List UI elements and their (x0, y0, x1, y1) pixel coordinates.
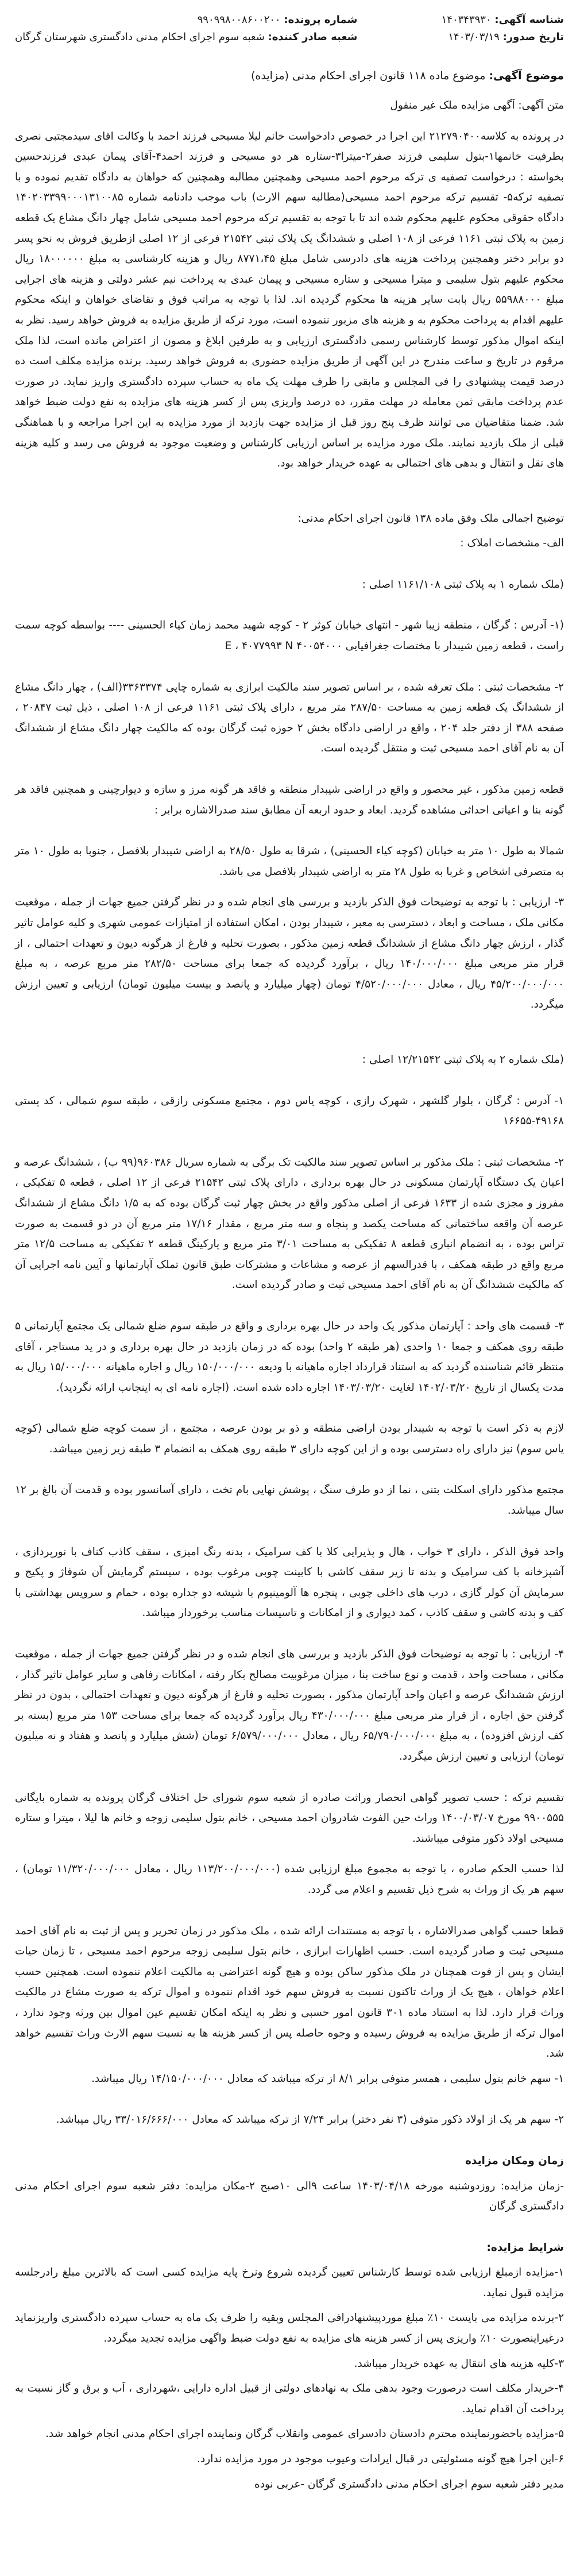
case-no-label: شماره پرونده: (284, 14, 358, 26)
total-valuation: لذا حسب الحکم صادره ، با توجه به مجموع مبلغ ارزیابی شده (۱۱۳/۲۰۰/۰۰۰/۰۰۰ ریال ، معادل ۱۱/۳۲۰/۰۰۰/۰۰۰ تومان) ، سهم هر یک از وراث به شرح ذیل تقسیم و اعلام می گردد. (15, 1863, 564, 1896)
auction-term-2: ۲-برنده مزایده می بایست ۱۰٪ مبلغ موردپیشنهادرافی المجلس وبقیه را ظرف یک ماه به حساب سپرده دادگستری واریزنماید درغیراینصورت ۱۰٪ واریزی پس از کسر هزینه های مزایده به نفع دولت ضبط واگهی مزایده تجدید میگردد. (15, 2312, 564, 2345)
heirs-explanation: قطعا حسب گواهی صدرالاشاره ، با توجه به مستندات ارائه شده ، ملک مذکور در زمان تحریر و پس از ثبت به نام آقای احمد مسیحی ثبت و صادر گردیده است. حسب اظهارات ابرازی ، خانم بتول سلیمی زوجه مرحوم احمد مسیحی ، تا زمان حیات ایشان و پس از فوت همچنان در ملک مذکور ساکن بوده و هیچ گونه اعتراضی به مالکیت اعلام ننموده است. همچنین حسب اعلام خواهان ، هیچ یک از وراث تاکنون نسبت به فروش سهم خود اقدام ننموده و اموال ترکه به صورت مشاع در مالکیت وراث قرار دارد. لذا به استناد ماده ۳۰۱ قانون امور حسبی و نظر به اینکه امکان تقسیم عین اموال بین ورثه وجود ندارد ، اموال ترکه از طریق مزایده به فروش رسیده و وجوه حاصله پس از کسر هزینه ها به نسبت سهم الارث وراث تقسیم خواهد شد. (15, 1925, 564, 2060)
issuer-line (15, 29, 357, 46)
notice-body (15, 95, 564, 2494)
auction-term-5: ۵-مزایده باحضورنماینده محترم دادستان دادسرای عمومی وانقلاب گرگان ونماینده اجرای احکام مدنی انجام خواهد شد. (45, 2428, 564, 2440)
auction-terms-heading: شرایط مزایده: (486, 2241, 564, 2254)
ad-id-value: ۱۴۰۳۴۳۹۳۰ (441, 14, 492, 26)
property2-access-note: لازم به ذکر است با توجه به شیبدار بودن اراضی منطقه و ذو بر بودن عرصه ، مجتمع ، از سمت کوچه ضلع شمالی (کوچه یاس سوم) نیز دارای راه دسترسی بوده و از این کوچه دارای ۳ طبقه روی همکف به انضمام ۳ طبقه زیر زمین میباشد. (15, 1422, 564, 1455)
notice-title: متن آگهی: آگهی مزایده ملک غیر منقول (390, 99, 564, 111)
header-right-column (15, 11, 357, 46)
pub-date-label: تاریخ صدور: (502, 31, 564, 43)
property1-heading: (ملک شماره ۱ به پلاک ثبتی ۱۱۶۱/۱۰۸ اصلی : (362, 578, 564, 591)
property1-registration: ۲- مشخصات ثبتی : ملک تعرفه شده ، بر اساس تصویر سند مالکیت ابرازی به شماره چاپی ۳۳۶۳۳۷۴(الف) ، چهار دانگ مشاع از ششدانگ یک قطعه زمین به مساحت ۲۸۷/۵۰ متر مربع ، دارای پلاک ثبتی ۱۱۶۱ فرعی از ۱۰۸ اصلی ، ذیل ثبت ۲۰۸۴۷ ، صفحه ۳۸۸ از دفتر جلد ۲۰۴ ، واقع در اراضی دادگاه بخش ۲ حوزه ثبت گرگان بوده که مالکیت چهار دانگ مشاع از ششدانگ آن به نام آقای احمد مسیحی ثبت و منتقل گردیده است. (15, 681, 564, 755)
auction-time-place: -زمان مزایده: روزدوشنبه مورخه ۱۴۰۳/۰۴/۱۸ ساعت ۹الی ۱۰صبح ۲-مکان مزایده: دفتر شعبه سوم اجرای احکام مدنی دادگستری گرگان (15, 2180, 564, 2213)
property2-valuation: ۴- ارزیابی : با توجه به توضیحات فوق الذکر بازدید و بررسی های انجام شده و در نظر گرفتن جمیع جهات از جمله ، موقعیت مکانی ، مساحت واحد ، قدمت و نوع ساخت بنا ، میزان مرغوبیت مصالح بکار رفته ، امکانات رفاهی و سایر عوامل تاثیر گذار ، ارزش ششدانگ عرصه و اعیان واحد آپارتمان مذکور ، بصورت تحلیه و فارغ از هرگونه دیون و تعهدات احتمالی ، بدون در نظر گرفتن حق اجاره ، از قرار متر مربعی مبلغ ۴۳۰/۰۰۰/۰۰۰ ریال برآورد گردیده که جمعا برای مساحت ۱۵۳ متر مربع (بسته بر کف ارزش افزوده) ، به مبلغ ۶۵/۷۹۰/۰۰۰/۰۰۰ ریال ، معادل ۶/۵۷۹/۰۰۰/۰۰۰ تومان (شش میلیارد و پانصد و هفتاد و نه میلیون تومان) ارزیابی و تعیین ارزش میگردد. (15, 1648, 564, 1763)
property2-address: ۱- آدرس : گرگان ، بلوار گلشهر ، شهرک رازی ، کوچه یاس دوم ، مجتمع مسکونی رازقی ، طبقه سوم شمالی ، کد پستی ۴۹۱۶۸-۱۶۶۵۵ (15, 1094, 564, 1128)
signature-line: مدیر دفتر شعبه سوم اجرای احکام مدنی دادگستری گرگان -عربی نوده (254, 2478, 564, 2490)
pub-date-line (442, 29, 564, 46)
subject-label: موضوع آگهی: (489, 70, 564, 82)
pub-date-value: ۱۴۰۳/۰۳/۱۹ (448, 31, 500, 43)
notice-subject (15, 67, 564, 85)
property2-heading: (ملک شماره ۲ به پلاک ثبتی ۱۲/۲۱۵۴۲ اصلی : (362, 1053, 564, 1066)
ad-id-label: شناسه آگهی: (494, 14, 564, 26)
auction-term-6: ۶-این اجرا هیچ گونه مسئولیتی در قبال ایرادات وعیوب موجود در مورد مزایده ندارد. (197, 2453, 564, 2466)
property1-address: (۱- آدرس : گرگان ، منطقه زیبا شهر - انتهای خیابان کوثر ۲ - کوچه شهید محمد زمان کیاء الحسینی ---- بواسطه کوچه سمت راست ، قطعه زمین شیبدار با مختصات جغرافیایی ۴۰۰۵۴۰۰۰ E ، ۴۰۷۷۹۹۳ N (15, 619, 564, 653)
property-description-heading: توضیح اجمالی ملک وفق ماده ۱۳۸ قانون اجرای احکام مدنی: (297, 512, 564, 525)
property2-unit-features: واحد فوق الذکر ، دارای ۳ خواب ، هال و پذیرایی کلا با کف سرامیک ، بدنه رنگ امیزی ، سقف کاذب کناف با نورپردازی ، آشپزخانه با کف سرامیک و بدنه تا زیر سقف کاشی با کابینت چوبی مرغوب بوده ، سیستم گرمایش آن شوفاژ و پکیج و سرمایش آن کولر گازی ، درب های داخلی چوبی ، پنجره ها آلومینیوم با شیشه دو جداره بوده ، حمام و سرویس بهداشتی با کف و بدنه کاشی و سقف کاذب ، کمد دیواری و از امکانات و تاسیسات مناسب برخوردار میباشد. (15, 1545, 564, 1619)
case-no-line (15, 11, 357, 29)
property2-unit-parts: ۳- قسمت های واحد : آپارتمان مذکور یک واحد در حال بهره برداری و واقع در طبقه سوم ضلع شمالی یک مجتمع آپارتمانی ۵ طبقه روی همکف و جمعا ۱۰ واحدی (هر طبقه ۲ واحد) بوده که در زمان بازدید در حال بهره برداری و در ید مستاجر ، آقای منتظر قائم شناسنده گردید که به استناد قرارداد اجاره ماهیانه با ودیعه ۱۵۰/۰۰۰/۰۰۰ ریال و اجاره ماهیانه ۱۵/۰۰۰/۰۰۰ ریال به مدت یکسال از تاریخ ۱۴۰۲/۰۳/۲۰ لغایت ۱۴۰۳/۰۳/۲۰ اجاره داده شده است. (اجاره نامه ای به اینجانب ارائه نگردید). (15, 1320, 564, 1394)
issuer-value: شعبه سوم اجرای احکام مدنی دادگستری شهرستان گرگان (15, 31, 265, 43)
property1-boundaries: شمالا به طول ۱۰ متر به خیابان (کوچه کیاء الحسینی) ، شرقا به طول ۲۸/۵۰ به اراضی شیبدار بلافصل ، جنوبا به طول ۱۰ متر به متصرفی اشخاص و غربا به طول ۲۸ متر به اراضی شیبدار بلافصل می باشد. (15, 845, 564, 878)
issuer-label: شعبه صادر کننده: (268, 31, 358, 43)
auction-term-4: ۴-خریدار مکلف است درصورت وجود بدهی ملک به نهادهای دولتی از قبیل اداره دارایی ،شهرداری ، آب و برق و گاز نسبت به پرداخت آن اقدام نماید. (15, 2382, 564, 2415)
case-no-value: ۹۹۰۹۹۸۰۰۸۶۰۰۲۰۰ (197, 14, 281, 26)
auction-time-place-heading: زمان ومکان مزایده (465, 2154, 564, 2167)
property2-registration: ۲- مشخصات ثبتی : ملک مذکور بر اساس تصویر سند مالکیت تک برگی به شماره سریال ۹۶۰۳۸۶(۹۹ ب) ، ششدانگ عرصه و اعیان یک دستگاه آپارتمان مسکونی در حال بهره برداری ، دارای پلاک ثبتی ۲۱۵۴۲ فرعی از ۱۲ اصلی ، قطعه ۵ تفکیکی ، مفروز و مجزی شده از ۱۶۳۳ فرعی از اصلی مذکور واقع در بخش چهار ثبت گرگان بوده که به ۱/۵ دانگ مشاع از ششدانگ عرصه آن واقعه ساختمانی که مساحت یکصد و پنجاه و سه متر مربع ، مقدار ۱۷/۱۶ متر مربع آن در دو قسمت به صورت تراس بوده ، به انضمام انباری قطعه ۸ تفکیکی به مساحت ۳/۰۱ متر مربع و پارکینگ قطعه ۲ تفکیکی به مساحت ۱۲/۵ متر مربع واقع در طبقه همکف ، با قدرالسهم از عرصه و مشاعات و مشترکات طبق قانون تملک آپارتمانها و آیین نامه اجرایی آن که مالکیت ششدانگ آن به نام آقای احمد مسیحی ثبت و صادر گردیده است. (15, 1156, 564, 1291)
auction-term-3: ۳-کلیه هزینه های انتقال به عهده خریدار میباشد. (354, 2357, 564, 2370)
property1-land-status: قطعه زمین مذکور ، غیر محصور و واقع در اراضی شیبدار منطقه و فاقد هر گونه مرز و سازه و دیوارچینی و همچنین فاقد هر گونه بنا و اعیانی احداثی مشاهده گردید. ابعاد و حدود اربعه آن مطابق سند صدرالاشاره برابر : (15, 784, 564, 816)
subject-text: موضوع ماده ۱۱۸ قانون اجرای احکام مدنی (مزایده) (251, 70, 486, 82)
notice-header (15, 0, 564, 46)
case-summary-paragraph: در پرونده به کلاسه۲۱۲۷۹۰۴۰۰ این اجرا در خصوص دادخواست خانم لیلا مسیحی فرزند احمد با وکالت اقای سیدمجتبی نصری بطرفیت خانمها۱-بتول سلیمی فرزند صفر۲-میترا۳-ستاره هر دو مسیحی و فرزند احمد۴-آقای پیمان عبدی فرزندحسین بخواسته : درخواست تصفیه ی ترکه مرحوم احمد مسیحی وهمچنین مطالبه وهمچنین که خواهان به دادگاه تقدیم نموده و با تصفیه ترکه۵- تقسیم ترکه مرحوم احمد مسیحی(مطالبه سهم الارث) باب موجب دادنامه شماره ۱۴۰۲۰۳۳۹۹۰۰۰۱۳۱۰۰۸۵ دادگاه حقوقی محکوم علیهم محکوم شده اند تا با توجه به تقسیم ترکه مرحوم احمد مسیحی شامل چهار دانگ مشاع یک قطعه زمین به پلاک ثبتی ۱۱۶۱ فرعی از ۱۰۸ اصلی و ششدانگ یک پلاک ثبتی ۲۱۵۴۲ فرعی از ۱۲ اصلی ازطریق فروش به نحو پسر دو برابر دختر وهمچنین پرداخت هزینه های دادرسی شامل مبلغ ۸۷۷۱،۴۵ ریال و هزینه کارشناسی به مبلغ ۱۸۰۰۰۰۰۰ ریال محکوم علیهم بتول سلیمی و میترا مسیحی و ستاره مسیحی و پیمان عبدی به پرداخت نیم عشر دولتی و هزینه های اجرایی مبلغ ۵۵۹۸۸۰۰۰ ریال بابت سایر هزینه ها محکوم گردیده اند. لذا با توجه به مراتب فوق و تقاضای خواهان و اینکه محکوم علیهم اقدام به پرداخت محکوم به و هزینه های مزبور ننموده است، مورد ترکه از طریق مزایده به فروش خواهد رسید. نظر به اینکه اموال مذکور توسط کارشناس رسمی دادگستری ارزیابی و به طرفین ابلاغ و مصون از اعتراض مانده است، لذا ملک مرقوم در تاریخ و ساعت مندرج در این آگهی از طریق مزایده حضوری به فروش خواهد رسید. برنده مزایده مکلف است ده درصد قیمت پیشنهادی را فی المجلس و مابقی را ظرف مهلت یک ماه به حساب سپرده دادگستری واریز نماید. در صورت عدم پرداخت مابقی ثمن معامله در مهلت مقرر، ده درصد واریزی پس از کسر هزینه های مزایده به نفع دولت ضبط خواهد شد. ضمنا متقاضیان می توانند ظرف پنج روز قبل از مزایده جهت بازدید از مورد مزایده به این اجرا مراجعه و با هماهنگی قبلی از ملک بازدید نمایند. ملک مورد مزایده بر اساس ارزیابی کارشناس و وضعیت موجود به فروش می رسد و کلیه هزینه های نقل و انتقال و بدهی های احتمالی به عهده خریدار خواهد بود. (15, 130, 564, 470)
auction-term-1: ۱-مزایده ازمبلغ ارزیابی شده توسط کارشناس تعیین گردیده شروع ونرخ پایه مزایده کسی است که بالاترین مبلغ رادرجلسه مزایده قبول نماید. (15, 2266, 564, 2299)
spouse-share: ۱- سهم خانم بتول سلیمی ، همسر متوفی برابر ۸/۱ از ترکه میباشد که معادل ۱۴/۱۵۰/۰۰۰/۰۰۰ ریال میباشد. (91, 2072, 564, 2085)
ad-id-line (442, 11, 564, 29)
estate-division: تقسیم ترکه : حسب تصویر گواهی انحصار وراثت صادره از شعبه سوم شورای حل اختلاف گرگان پرونده به شماره بایگانی ۹۹۰۰۵۵۵ مورخ ۱۴۰۰/۰۳/۰۷ وراث حین الفوت شادروان احمد مسیحی ، خانم بتول سلیمی زوجه و خانم ها لیلا ، میترا و ستاره مسیحی اولاد ذکور متوفی میباشند. (15, 1791, 564, 1845)
properties-section-heading: الف- مشخصات املاک : (460, 537, 564, 550)
property2-building-specs: مجتمع مذکور دارای اسکلت بتنی ، نما از دو طرف سنگ ، پوشش نهایی بام تخت ، دارای آسانسور بوده و قدمت آن بالغ بر ۱۲ سال میباشد. (15, 1484, 564, 1517)
children-share: ۲- سهم هر یک از اولاد ذکور متوفی (۳ نفر دختر) برابر ۷/۲۴ از ترکه میباشد که معادل ۳۳/۰۱۶/۶۶۶/۰۰۰ ریال میباشد. (56, 2114, 564, 2126)
property1-valuation: ۳- ارزیابی : با توجه به توضیحات فوق الذکر بازدید و بررسی های انجام شده و در نظر گرفتن جمیع جهات از جمله ، موقعیت مکانی ملک ، مساحت و ابعاد ، دسترسی به معبر ، شیبدار بودن ، امکان استفاده از امتیازات عمومی شهری و کلیه عوامل تاثیر گذار ، ارزش چهار دانگ مشاع از ششدانگ قطعه زمین مذکور ، بصورت تحلیه و فارغ از هرگونه دیون و تعهدات احتمالی ، از قرار متر مربعی مبلغ ۱۴۰/۰۰۰/۰۰۰ ریال ، برآورد گردیده که جمعا برای مساحت ۲۸۲/۵۰ متر مربع عرصه ، به مبلغ ۴۵/۲۰۰/۰۰۰/۰۰۰ ریال ، معادل ۴/۵۲۰/۰۰۰/۰۰۰ تومان (چهار میلیارد و پانصد و بیست میلیون تومان) ارزیابی و تعیین ارزش میگردد. (15, 896, 564, 1011)
header-left-column (442, 11, 564, 46)
